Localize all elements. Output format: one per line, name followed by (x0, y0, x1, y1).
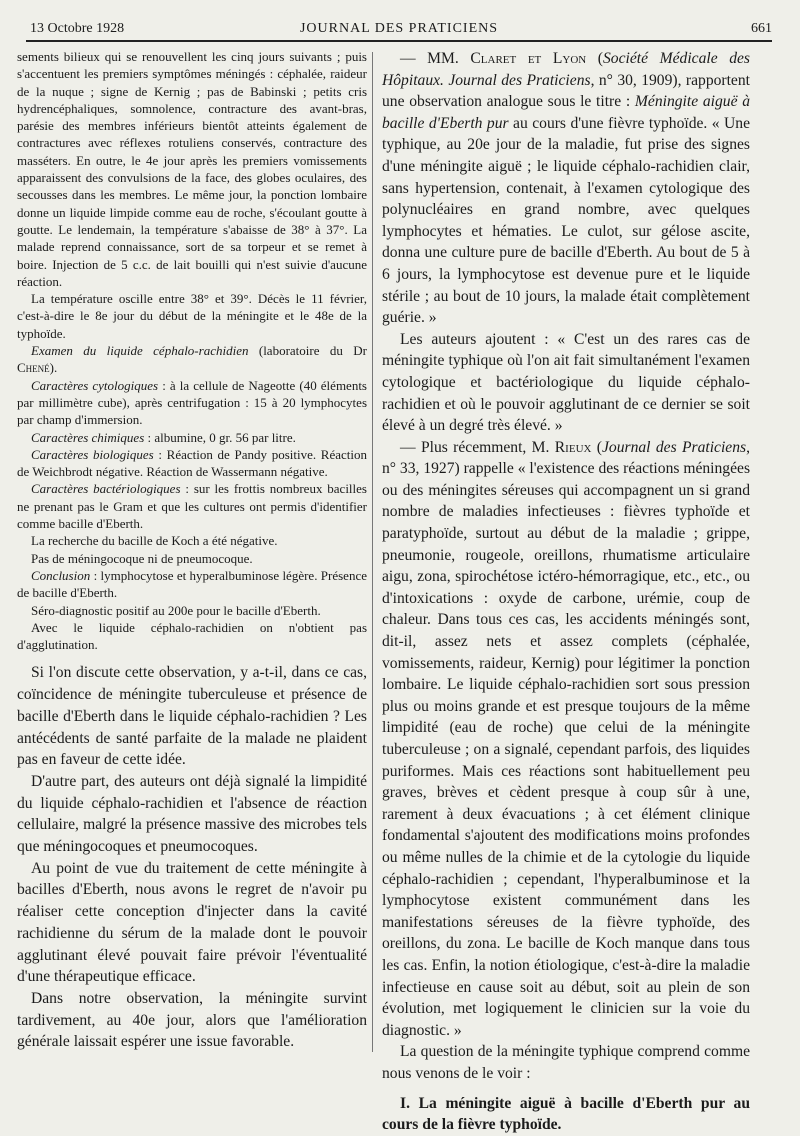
right-column (382, 48, 750, 1136)
paragraph: Caractères cytologiques : à la cellule de Nageotte (40 éléments par millimètre cube), après centrifugation : 15 à 20 lymphocytes par champ d'immersion. (17, 377, 367, 428)
paragraph-label: Examen du liquide céphalo-rachidien (31, 343, 249, 359)
author-names: Claret et Lyon (470, 50, 587, 67)
paragraph: Caractères bactériologiques : sur les frottis nombreux bacilles ne prenant pas le Gram et que les cultures ont permis d'identifier comme bacille d'Eberth. (17, 481, 367, 532)
paragraph: Au point de vue du traitement de cette méningite à bacilles d'Eberth, nous avons le regret de n'avoir pu réaliser cette conception d'injecter dans la cavité rachidienne du sérum de la malade dont le pouvoir agglutinant élevé pouvait faire prévoir l'éventualité d'une thérapeutique efficace. (17, 859, 367, 986)
paragraph: Examen du liquide céphalo-rachidien (laboratoire du Dr Chené). (17, 343, 367, 376)
paragraph: Caractères biologiques : Réaction de Pandy positive. Réaction de Weichbrodt négative. Réaction de Wassermann négative. (17, 446, 368, 480)
left-column (17, 48, 367, 1053)
paragraph: Caractères chimiques : albumine, 0 gr. 56 par litre. (31, 429, 296, 445)
paragraph: D'autre part, des auteurs ont déjà signalé la limpidité du liquide céphalo-rachidien et l'absence de réaction cellulaire, malgré la présence massive des microbes tels que méningocoques et pneumocoques. (17, 772, 367, 856)
paragraph: Pas de méningocoque ni de pneumocoque. (31, 550, 253, 566)
paragraph: La question de la méningite typhique comprend comme nous venons de le voir : (382, 1043, 750, 1082)
page-header (26, 18, 772, 40)
paragraph-label: Caractères biologiques (31, 446, 154, 462)
paragraph: — Plus récemment, M. Rieux (Journal des Praticiens, n° 33, 1927) rappelle « l'existence des réactions méningées ou des méningites séreuses qui accompagnent un si grand nombre de maladies infectieuses : fièvres typhoïde et paratyphoïde, surtout au début de la maladie ; grippe, pneumonie, rougeole, oreillons, rhumatisme articulaire aigu, zona, spirochétose ictéro-hémorragique, etc., etc., ou d'intoxications : oxyde de carbone, urémie, coup de chaleur. Dans tous ces cas, les accidents méningés sont, dit-il, assez nets et assez complets (céphalée, vomissements, raideur, Kernig) pour légitimer la ponction lombaire. Le liquide céphalo-rachidien sort sous pression plus ou moins grande et est presque toujours de la même limpidité (eau de roche) que celui de la méningite tuberculeuse ; on a signalé, cependant parfois, des liquides puriformes. Mais ces réactions sont habituellement peu graves, brèves et cèdent presque à coup sûr à une, rarement à deux évacuations ; à cet élément clinique fondamental s'ajoutent des modifications moins profondes ou même nulles de la chimie et de la cytologie du liquide céphalo-rachidien ; cependant, l'hyperalbuminose et la lymphocytose existent communément dans les manifestations séreuses de la fièvre typhoïde, des oreillons, du zona. Le bacille de Koch manque dans tous les cas. Enfin, la notion étiologique, c'est-à-dire la maladie infectieuse en cause soit au début, soit au plein de son évolution, met logiquement le clinicien sur la voie du diagnostic. » (382, 438, 751, 1039)
author-name: Chené (17, 360, 50, 376)
source-citation: Société Médicale des Hôpitaux. Journal des Praticiens (382, 50, 750, 89)
article-title: Méningite aiguë à bacille d'Eberth pur (382, 93, 750, 132)
discussion-block (17, 662, 367, 1053)
paragraph: La recherche du bacille de Koch a été négative. (31, 533, 278, 549)
author-name: Rieux (554, 438, 592, 456)
header-rule (26, 40, 772, 42)
paragraph-label: Caractères chimiques (31, 429, 145, 445)
paragraph-label: Conclusion (31, 567, 91, 583)
paragraph: Avec le liquide céphalo-rachidien on n'obtient pas d'agglutination. (17, 619, 367, 653)
paragraph-label: Caractères cytologiques (31, 377, 159, 393)
paragraph: Séro-diagnostic positif au 200e pour le bacille d'Eberth. (31, 602, 321, 618)
section-heading: I. La méningite aiguë à bacille d'Eberth pur au cours de la fièvre typhoïde. (382, 1094, 750, 1134)
source-citation: Journal des Praticiens (602, 438, 747, 456)
page-number: 661 (751, 21, 772, 36)
paragraph: sements bilieux qui se renouvellent les cinq jours suivants ; puis s'accentuent les premiers symptômes méningés : céphalée, raideur de la nuque ; signe de Kernig ; pas de Babinski ; petits cris hydrencéphaliques, somnolence, contracture des avant-bras, parésie des membres inférieurs bientôt atteints également de contractures avec réflexes rotuliens conservés, contracture des masséters. En outre, le 4e jour après les premiers vomissements apparaissent des convulsions de la face, des globes oculaires, des secousses dans les membres. Le même jour, la ponction lombaire donne un liquide limpide comme eau de roche, s'écoulant goutte à goutte. Le lendemain, la température s'abaisse de 38° à 37°. La malade reprend connaissance, sort de sa torpeur et se remet à boire. Injection de 5 c.c. de lait bouilli qui n'est suivie d'aucune réaction. (17, 49, 367, 289)
paragraph: Si l'on discute cette observation, y a-t-il, dans ce cas, coïncidence de méningite tuberculeuse et présence de bacille d'Eberth dans le liquide céphalo-rachidien ? Les antécédents de santé parfaite de la malade ne plaident pas en faveur de cette idée. (17, 664, 367, 769)
paragraph-label: Caractères bactériologiques (31, 481, 181, 497)
journal-title: JOURNAL DES PRATICIENS (299, 21, 499, 36)
column-divider (372, 52, 373, 1052)
paragraph: La température oscille entre 38° et 39°. Décès le 11 février, c'est-à-dire le 8e jour du début de la méningite et le 48e de la typhoïde. (17, 291, 367, 341)
paragraph: Conclusion : lymphocytose et hyperalbuminose légère. Présence de bacille d'Eberth. (17, 567, 367, 601)
paragraph: Dans notre observation, la méningite survint tardivement, au 40e jour, alors que l'amélioration générale laissait espérer une issue favorable. (17, 989, 367, 1051)
paragraph: Les auteurs ajoutent : « C'est un des rares cas de méningite typhique où l'on ait fait simultanément l'examen cytologique et bactériologique du liquide céphalo-rachidien et où le pouvoir agglutinant de ce dernier se soit élevé à un degré très élevé. » (382, 330, 750, 435)
header-date: 13 Octobre 1928 (30, 21, 125, 36)
paragraph: — MM. Claret et Lyon (Société Médicale des Hôpitaux. Journal des Praticiens, n° 30, 1909), rapportent une observation analogue sous le titre : Méningite aiguë à bacille d'Eberth pur au cours d'une fièvre typhoïde. « Une typhique, au 20e jour de la maladie, fut prise des signes d'une méningite aiguë ; le liquide céphalo-rachidien clair, sans hypertension, contenait, à l'examen cytologique des polynucléaires en grand nombre, avec quelques lymphocytes et hématies. Le culot, sur gélose ascite, donna une culture pure de bacille d'Eberth. Au bout de 5 à 6 jours, la lymphocytose est devenue pure et le liquide stérile ; au bout de 10 jours, la malade était complètement guérie. » (382, 50, 751, 327)
